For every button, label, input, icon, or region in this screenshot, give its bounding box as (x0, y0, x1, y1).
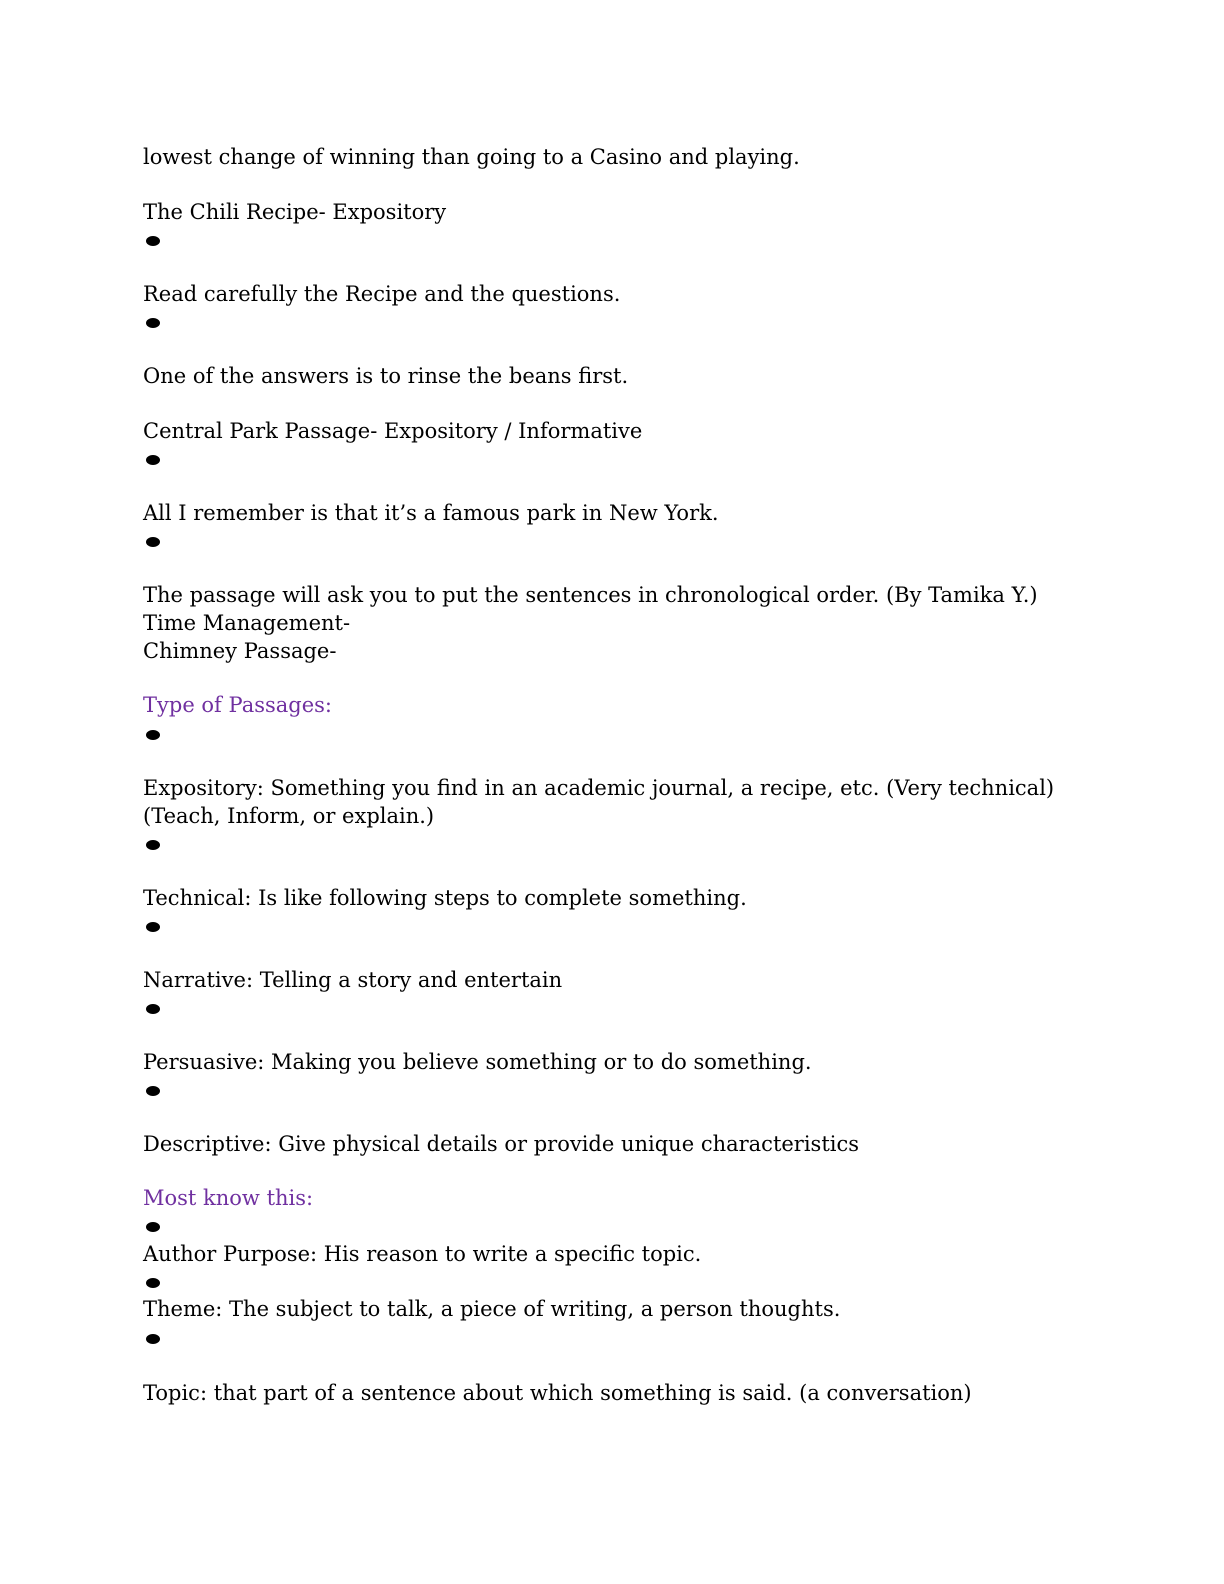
bullet-icon (146, 537, 160, 547)
bullet-icon (146, 1004, 160, 1014)
bullet-icon (146, 730, 160, 740)
bullet-icon (146, 1334, 160, 1344)
bullet-icon (146, 455, 160, 465)
bullet-icon (146, 1086, 160, 1096)
bullet-icon (146, 1222, 160, 1232)
text-line: Descriptive: Give physical details or provide unique characteristics (143, 1132, 860, 1156)
text-line: lowest change of winning than going to a Casino and playing. (143, 145, 800, 169)
text-line: Time Management- (143, 611, 351, 635)
bullet-icon (146, 236, 160, 246)
section-title-central-park: Central Park Passage- Expository / Informative (143, 419, 643, 443)
text-line: Technical: Is like following steps to complete something. (143, 886, 747, 910)
bullet-icon (146, 840, 160, 850)
text-line: Persuasive: Making you believe something or to do something. (143, 1050, 812, 1074)
text-line: All I remember is that it’s a famous park in New York. (143, 501, 719, 525)
bullet-icon (146, 318, 160, 328)
text-line: Author Purpose: His reason to write a specific topic. (143, 1242, 702, 1266)
text-line: (Teach, Inform, or explain.) (143, 804, 435, 828)
heading-type-of-passages: Type of Passages: (143, 693, 333, 717)
heading-most-know-this: Most know this: (143, 1186, 314, 1210)
text-line: Theme: The subject to talk, a piece of writing, a person thoughts. (143, 1297, 841, 1321)
text-line: Chimney Passage- (143, 639, 337, 663)
text-line: Expository: Something you find in an academic journal, a recipe, etc. (Very technical) (143, 776, 1055, 800)
text-line: Read carefully the Recipe and the questions. (143, 282, 621, 306)
section-title-chili-recipe: The Chili Recipe- Expository (143, 200, 447, 224)
text-line: Narrative: Telling a story and entertain (143, 968, 563, 992)
bullet-icon (146, 922, 160, 932)
text-line: One of the answers is to rinse the beans first. (143, 364, 629, 388)
text-line: Topic: that part of a sentence about which something is said. (a conversation) (143, 1381, 972, 1405)
bullet-icon (146, 1278, 160, 1288)
text-line: The passage will ask you to put the sentences in chronological order. (By Tamika Y.) (143, 583, 1038, 607)
